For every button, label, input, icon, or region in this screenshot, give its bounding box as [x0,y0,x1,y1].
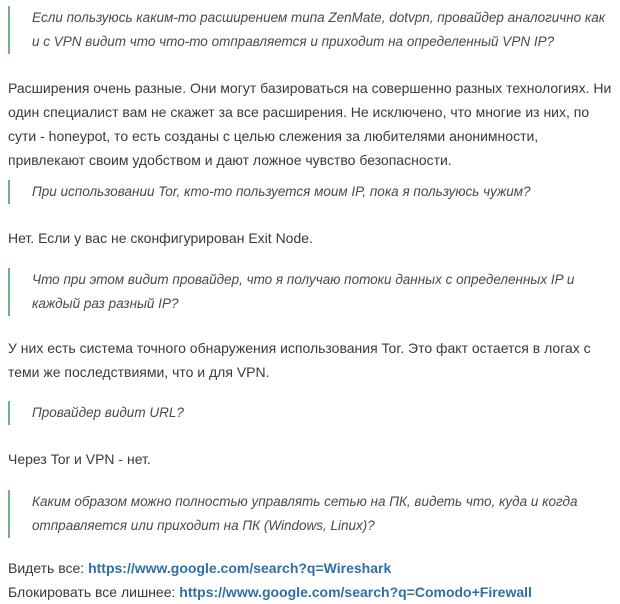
quote-line: При использовании Tor, кто-то пользуется моим IP, пока я пользуюсь чужим? [32,184,531,199]
quote-line: Каким образом можно полностью управлять сетью на ПК, видеть что, куда и когда [32,494,578,509]
paragraph-line: Расширения очень разные. Они могут базироваться на совершенно разных технологиях. Ни [8,80,612,96]
paragraph-line: один специалист вам не скажет за все расширения. Не исключено, что многие из них, по [8,104,590,120]
link-line-wireshark [8,556,532,580]
quote-line: Если пользуюсь каким-то расширением типа ZenMate, dotvpn, провайдер аналогично как [32,10,606,25]
paragraph-line: Нет. Если у вас не сконфигурирован Exit Node. [8,230,313,246]
quote-line: отправляется или приходит на ПК (Windows, Linux)? [32,518,375,533]
comodo-firewall-link[interactable]: https://www.google.com/search?q=Comodo+Firewall [179,584,532,600]
paragraph-line: Через Tor и VPN - нет. [8,451,151,467]
paragraph-line: теми же последствиями, что и для VPN. [8,364,270,380]
answer-extensions [8,76,611,172]
quote-line: и с VPN видит что что-то отправляется и приходит на определенный VPN IP? [32,34,555,49]
quote-question-url [8,401,184,425]
quote-question-tor-ip [8,180,531,204]
link-label: Блокировать все лишнее: [8,584,180,600]
answer-tor-ip [8,226,313,250]
quote-line: Что при этом видит провайдер, что я получаю потоки данных с определенных IP и [32,272,575,287]
answer-links [8,556,532,604]
paragraph-line: У них есть система точного обнаружения использования Tor. Это факт остается в логах с [8,340,591,356]
paragraph-line: сути - honeypot, то есть созданы с целью слежения за любителями анонимности, [8,128,539,144]
paragraph-line: привлекают своим удобством и дают ложное чувство безопасности. [8,152,452,168]
link-label: Видеть все: [8,560,89,576]
quote-question-network-control [8,490,577,538]
quote-question-provider-sees [8,268,574,316]
wireshark-link[interactable]: https://www.google.com/search?q=Wireshark [88,560,392,576]
answer-url [8,447,151,471]
quote-line: Провайдер видит URL? [32,405,184,420]
quote-question-extensions [8,6,605,54]
quote-line: каждый раз разный IP? [32,296,179,311]
answer-provider-sees [8,336,591,384]
link-line-comodo [8,580,532,604]
